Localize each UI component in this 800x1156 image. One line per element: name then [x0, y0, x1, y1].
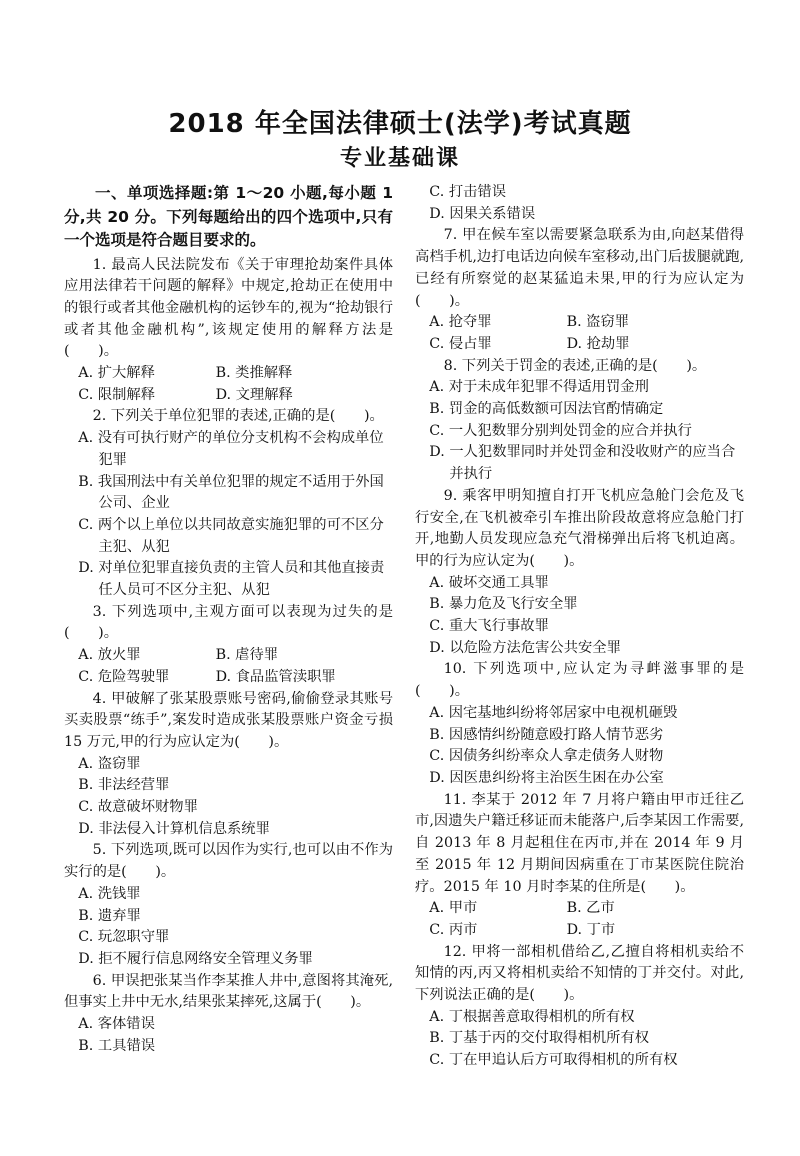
option: B. 虐待罪: [215, 647, 279, 664]
option: B. 我国刑法中有关单位犯罪的规定不适用于外国公司、企业: [78, 473, 384, 512]
option: B. 丁基于丙的交付取得相机所有权: [429, 1030, 650, 1047]
option: D. 拒不履行信息网络安全管理义务罪: [78, 951, 313, 967]
option-row: [64, 385, 393, 407]
option: B. 因感情纠纷随意殴打路人情节恶劣: [429, 726, 664, 743]
option: B. 工具错误: [78, 1037, 156, 1054]
question-stem: 8. 下列关于罚金的表述,正确的是( )。: [443, 357, 707, 374]
option: C. 玩忽职守罪: [78, 929, 170, 946]
option: B. 遗弃罪: [78, 907, 141, 924]
option: C. 打击错误: [429, 184, 507, 200]
option: B. 乙市: [566, 900, 615, 917]
option: D. 文理解释: [215, 386, 293, 403]
question-stem: 4. 甲破解了张某股票账号密码,偷偷登录其账号买卖股票“练手”,案发时造成张某股票账户资金亏损 15 万元,甲的行为应认定为( )。: [64, 690, 393, 750]
option: C. 两个以上单位以共同故意实施犯罪的可不区分主犯、从犯: [78, 516, 384, 555]
left-column: [64, 182, 393, 1058]
page-title: 2018 年全国法律硕士(法学)考试真题: [168, 109, 632, 139]
option: A. 因宅基地纠纷将邻居家中电视机砸毁: [429, 704, 678, 721]
option: D. 以危险方法危害公共安全罪: [429, 639, 621, 656]
question-stem: 11. 李某于 2012 年 7 月将户籍由甲市迁往乙市,因遗失户籍迁移证而未能落户,后李某因工作需要,自 2013 年 8 月起租住在丙市,并在 2014 年 9 月至 2015 年 12 月期间因病重在丁市某医院住院治疗。2015 年 10 月时李某的住所是( )。: [415, 791, 744, 895]
option-row: [415, 334, 744, 356]
option: D. 一人犯数罪同时并处罚金和没收财产的应当合并执行: [429, 444, 736, 483]
option: A. 洗钱罪: [78, 885, 141, 902]
question-stem: 5. 下列选项,既可以因作为实行,也可以由不作为实行的是( )。: [64, 842, 393, 881]
question-stem: 1. 最高人民法院发布《关于审理抢劫案件具体应用法律若干问题的解释》中规定,抢劫正在使用中的银行或者其他金融机构的运钞车的,视为“抢劫银行或者其他金融机构”,该规定使用的解释方法是( )。: [64, 256, 393, 360]
option-row: [415, 312, 744, 334]
option: C. 限制解释: [78, 386, 156, 403]
option: B. 暴力危及飞行安全罪: [429, 596, 578, 613]
option: C. 丁在甲追认后方可取得相机的所有权: [429, 1052, 678, 1069]
right-column: [415, 182, 744, 1072]
option: A. 抢夺罪: [429, 314, 492, 331]
option-row: [64, 363, 393, 385]
option: B. 盗窃罪: [566, 314, 630, 331]
option: D. 非法侵入计算机信息系统罪: [78, 820, 270, 837]
option: C. 重大飞行事故罪: [429, 618, 549, 635]
option: A. 对于未成年犯罪不得适用罚金刑: [429, 379, 649, 396]
option: A. 客体错误: [78, 1016, 155, 1033]
option: A. 没有可执行财产的单位分支机构不会构成单位犯罪: [78, 430, 384, 468]
option: D. 食品监管渎职罪: [215, 668, 336, 685]
option: D. 因医患纠纷将主治医生困在办公室: [429, 769, 664, 786]
option: C. 侵占罪: [429, 335, 492, 352]
section-heading: 一、单项选择题:第 1～20 小题,每小题 1 分,共 20 分。下列每题给出的四个选项中,只有一个选项是符合题目要求的。: [64, 184, 393, 249]
question-stem: 6. 甲误把张某当作李某推人井中,意图将其淹死,但事实上井中无水,结果张某摔死,这属于( )。: [64, 972, 393, 1011]
option: A. 盗窃罪: [78, 755, 141, 772]
option: A. 扩大解释: [78, 365, 155, 382]
option: A. 甲市: [429, 900, 478, 917]
question-stem: 12. 甲将一部相机借给乙,乙擅自将相机卖给不知情的丙,丙又将相机卖给不知情的丁并交付。对此,下列说法正确的是( )。: [415, 943, 744, 1004]
option: C. 危险驾驶罪: [78, 668, 170, 685]
option: A. 丁根据善意取得相机的所有权: [429, 1008, 635, 1025]
option: D. 抢劫罪: [566, 335, 630, 352]
option: A. 破坏交通工具罪: [429, 574, 549, 591]
option: B. 非法经营罪: [78, 777, 170, 794]
option: C. 因债务纠纷率众人拿走债务人财物: [429, 748, 664, 765]
option-row: [64, 667, 393, 689]
option: C. 丙市: [429, 921, 478, 938]
option: D. 因果关系错误: [429, 205, 536, 222]
question-stem: 7. 甲在候车室以需要紧急联系为由,向赵某借得高档手机,边打电话边向候车室移动,出门后拔腿就跑,已经有所察觉的赵某猛追未果,甲的行为应认定为( )。: [415, 227, 744, 309]
option: D. 对单位犯罪直接负责的主管人员和其他直接责任人员可不区分主犯、从犯: [78, 560, 385, 599]
option-row: [64, 645, 393, 667]
question-stem: 2. 下列关于单位犯罪的表述,正确的是( )。: [92, 408, 384, 425]
option: D. 丁市: [566, 921, 616, 938]
option: B. 罚金的高低数额可因法官酌情确定: [429, 401, 664, 418]
option: C. 故意破坏财物罪: [78, 799, 198, 816]
question-stem: 3. 下列选项中,主观方面可以表现为过失的是( )。: [64, 603, 393, 642]
option-row: [415, 898, 744, 920]
option: B. 类推解释: [215, 365, 293, 382]
option-row: [415, 920, 744, 942]
question-stem: 10. 下列选项中,应认定为寻衅滋事罪的是( )。: [415, 661, 744, 700]
option: A. 放火罪: [78, 647, 141, 664]
option: C. 一人犯数罪分别判处罚金的应合并执行: [429, 422, 692, 439]
page-subtitle: 专业基础课: [339, 146, 460, 171]
question-stem: 9. 乘客甲明知擅自打开飞机应急舱门会危及飞行安全,在飞机被牵引车推出阶段故意将应急舱门打开,地勤人员发现应急充气滑梯弹出后将飞机迫离。甲的行为应认定为( )。: [415, 487, 744, 569]
